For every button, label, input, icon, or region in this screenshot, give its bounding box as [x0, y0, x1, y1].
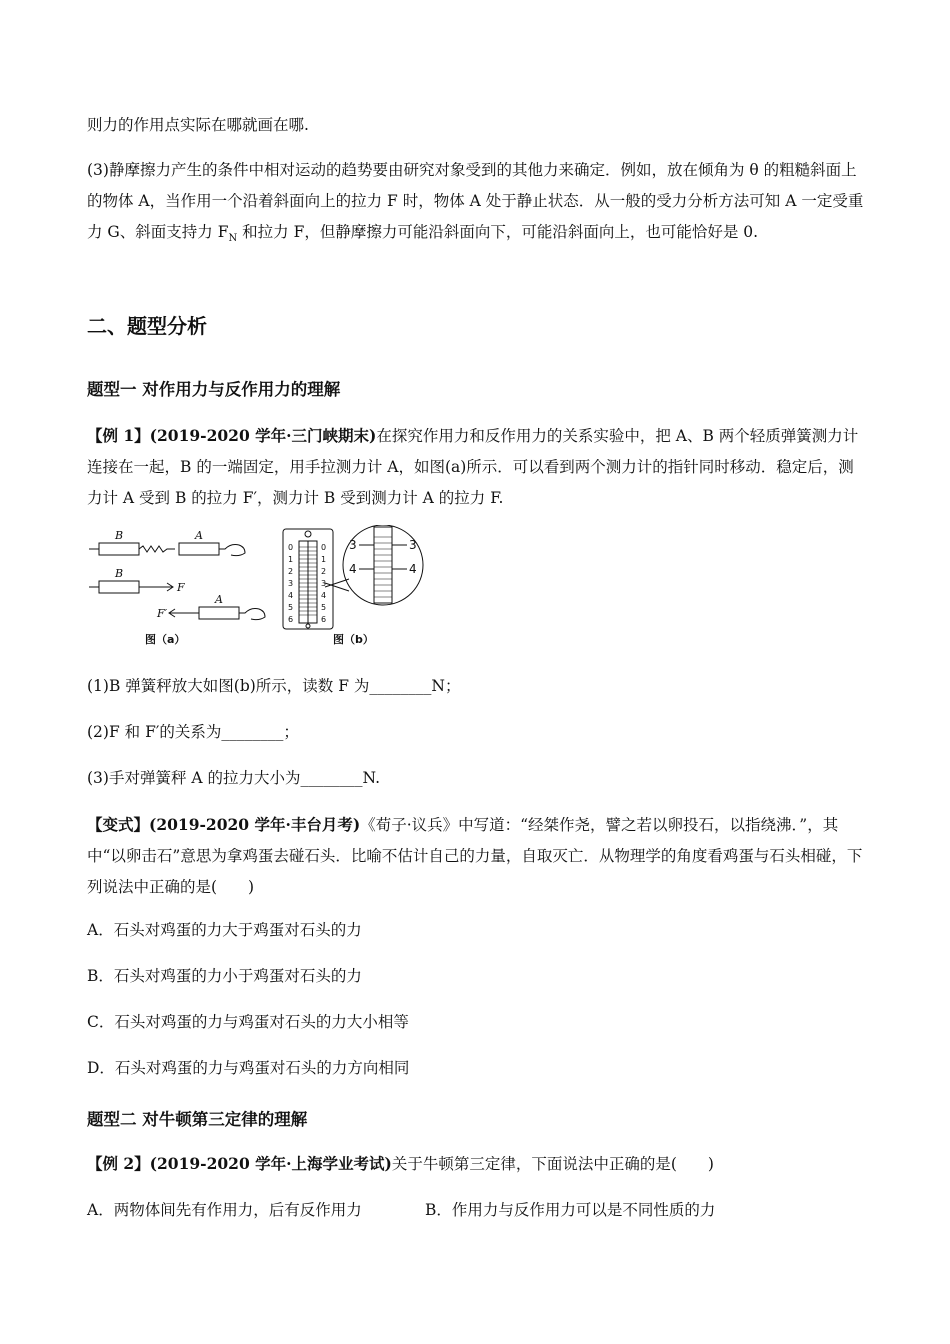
svg-text:4: 4: [321, 591, 327, 600]
svg-text:1: 1: [321, 555, 327, 564]
zoom-line-2: [325, 579, 349, 587]
hand-bottom: [239, 609, 265, 620]
svg-text:5: 5: [288, 603, 294, 612]
scale-hook-top: [305, 531, 311, 537]
svg-text:2: 2: [321, 567, 327, 576]
svg-text:3: 3: [288, 579, 294, 588]
example1-text: 在探究作用力和反作用力的关系实验中，把 A、B 两个轻质弹簧测力计连接在一起，B 的一端固定，用手拉测力计 A，如图(a)所示．可以看到两个测力计的指针同时移动．稳定后，测力计 A 受到 B 的拉力 F′，测力计 B 受到测力计 A 的拉力 F.: [87, 427, 859, 507]
svg-text:4: 4: [349, 562, 357, 576]
label-a1: A: [195, 529, 203, 542]
para3-tail: 和拉力 F，但静摩擦力可能沿斜面向下，可能沿斜面向上，也可能恰好是 0.: [237, 223, 759, 241]
question-2: (2)F 和 F′的关系为________；: [87, 723, 299, 741]
para3-text: (3)静摩擦力产生的条件中相对运动的趋势要由研究对象受到的其他力来确定．例如，放在倾角为 θ 的粗糙斜面上的物体 A，当作用一个沿着斜面向上的拉力 F 时，物体 A 处于静止状态．从一般的受力分析方法可知 A 一定受重力 G、斜面支持力 F: [87, 161, 864, 241]
scale-b-top: [99, 543, 139, 555]
hand-top: [219, 545, 245, 556]
type1-title: 题型一 对作用力与反作用力的理解: [87, 380, 341, 399]
variant-text: 《荀子·议兵》中写道：“经桀作尧，譬之若以卵投石，以指绕沸．”，其中“以卵击石”意思为拿鸡蛋去碰石头．比喻不估计自己的力量，自取灭亡．从物理学的角度看鸡蛋与石头相碰，下列说法中正确的是( ): [87, 816, 863, 896]
example2-text: 关于牛顿第三定律，下面说法中正确的是( ): [391, 1155, 714, 1173]
label-b1: B: [115, 529, 124, 542]
option-c: C．石头对鸡蛋的力与鸡蛋对石头的力大小相等: [87, 1013, 409, 1031]
type2-title: 题型二 对牛顿第三定律的理解: [87, 1110, 308, 1129]
svg-text:2: 2: [288, 567, 294, 576]
option-a: A．石头对鸡蛋的力大于鸡蛋对石头的力: [87, 921, 362, 939]
svg-text:3: 3: [349, 538, 357, 552]
svg-text:3: 3: [321, 579, 327, 588]
section-title: 二、题型分析: [87, 314, 207, 338]
label-a2: A: [215, 593, 223, 606]
caption-b: 图（b）: [333, 633, 374, 646]
caption-a: 图（a）: [145, 633, 186, 646]
option-d: D．石头对鸡蛋的力与鸡蛋对石头的力方向相同: [87, 1059, 410, 1077]
para3-subscript: N: [228, 233, 238, 245]
spring-scale-figure: [87, 525, 447, 655]
example1: [87, 420, 867, 514]
svg-text:4: 4: [409, 562, 417, 576]
example2-option-a: A．两物体间先有作用力，后有反作用力: [87, 1201, 362, 1219]
svg-text:6: 6: [288, 615, 294, 624]
question-1: (1)B 弹簧秤放大如图(b)所示，读数 F 为________N；: [87, 677, 461, 695]
svg-text:6: 6: [321, 615, 327, 624]
example1-tag: 【例 1】(2019-2020 学年·三门峡期末): [87, 426, 377, 445]
label-f-prime: F′: [157, 607, 168, 620]
example2-tag: 【例 2】(2019-2020 学年·上海学业考试): [87, 1154, 392, 1173]
intro-paragraph-3: [87, 155, 867, 254]
zoom-slot: [374, 527, 392, 603]
variant-tag: 【变式】(2019-2020 学年·丰台月考): [87, 815, 361, 834]
scale-b-bottom: [99, 581, 139, 593]
label-b2: B: [115, 567, 124, 580]
zoom-numbers: [349, 538, 417, 576]
scale-a-bottom: [199, 607, 239, 619]
example2-option-b: B．作用力与反作用力可以是不同性质的力: [425, 1201, 716, 1219]
zoom-marks: [359, 545, 407, 569]
example2-options: [87, 1198, 715, 1220]
option-b: B．石头对鸡蛋的力小于鸡蛋对石头的力: [87, 967, 362, 985]
svg-text:5: 5: [321, 603, 327, 612]
svg-text:0: 0: [288, 543, 294, 552]
example2: [87, 1152, 714, 1174]
intro-line: 则力的作用点实际在哪就画在哪.: [87, 116, 309, 134]
zoom-line-1: [325, 583, 349, 591]
variant: [87, 809, 867, 903]
scale-a-top: [179, 543, 219, 555]
svg-text:4: 4: [288, 591, 294, 600]
label-f: F: [177, 581, 185, 594]
spring-link: [139, 546, 175, 552]
svg-text:1: 1: [288, 555, 294, 564]
svg-text:0: 0: [321, 543, 327, 552]
svg-text:3: 3: [409, 538, 417, 552]
question-3: (3)手对弹簧秤 A 的拉力大小为________N.: [87, 769, 381, 787]
scale-hook-bottom: [306, 624, 310, 628]
